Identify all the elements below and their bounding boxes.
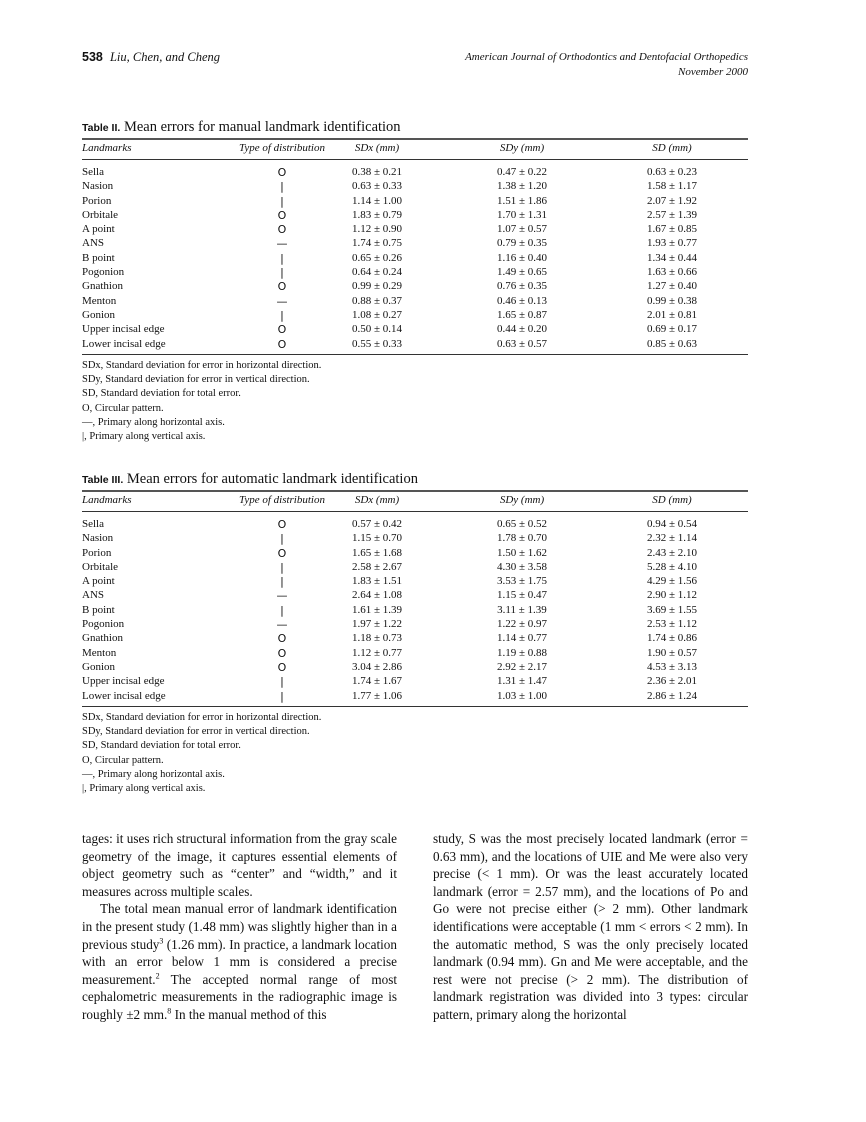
distribution-cell: O: [277, 323, 287, 337]
text-run: The total mean manual error of landmark identification in the present study (1.48 mm) was slightly higher than in a previous study: [82, 901, 397, 952]
sdy-cell: 1.07 ± 0.57: [496, 223, 548, 236]
landmark-cell: Gnathion: [82, 632, 123, 645]
distribution-cell: |: [280, 603, 284, 617]
distribution-cell: O: [277, 223, 287, 237]
sd-cell: 0.85 ± 0.63: [646, 337, 698, 350]
text-run: The accepted normal range of most cephalometric measurements in the radiographic image is roughly ±2 mm.: [82, 971, 397, 1022]
landmark-cell: Nasion: [82, 180, 114, 193]
sdy-cell: 0.65 ± 0.52: [496, 518, 548, 530]
landmark-cell: Gonion: [82, 660, 115, 673]
landmark-cell: Gnathion: [82, 280, 123, 293]
sdx-cell: 1.14 ± 1.00: [351, 194, 403, 207]
sdx-cell: 2.64 ± 1.08: [351, 589, 403, 602]
sdy-cell: 0.63 ± 0.57: [496, 337, 548, 350]
sdx-cell: 2.58 ± 2.67: [351, 560, 403, 573]
footnote: |, Primary along vertical axis.: [82, 431, 206, 443]
running-head-left: [82, 50, 220, 65]
text-column-right: [433, 830, 748, 1024]
table-row: [82, 252, 748, 266]
table-row: [82, 618, 748, 632]
sdx-cell: 1.83 ± 1.51: [351, 575, 403, 588]
table-row: [82, 295, 748, 309]
footnote: SD, Standard deviation for total error.: [82, 388, 241, 400]
sdy-cell: 1.70 ± 1.31: [496, 208, 548, 221]
table-footnotes: [82, 355, 748, 445]
sd-cell: 2.01 ± 0.81: [646, 308, 698, 321]
sdy-cell: 2.92 ± 2.17: [496, 660, 548, 673]
sd-cell: 2.90 ± 1.12: [646, 589, 698, 602]
header-sdx: SDx (mm): [354, 142, 400, 154]
distribution-cell: |: [280, 575, 284, 589]
table-row: [82, 532, 748, 546]
distribution-cell: —: [276, 589, 288, 603]
distribution-cell: O: [277, 208, 287, 222]
table-title: Mean errors for automatic landmark identification: [126, 471, 418, 487]
sdy-cell: 1.19 ± 0.88: [496, 646, 548, 659]
table-row: [82, 661, 748, 675]
sdx-cell: 1.08 ± 0.27: [351, 308, 403, 321]
sd-cell: 0.69 ± 0.17: [646, 323, 698, 336]
authors: Liu, Chen, and Cheng: [109, 50, 221, 64]
sdy-cell: 0.46 ± 0.13: [496, 294, 548, 307]
landmark-cell: Upper incisal edge: [82, 675, 165, 688]
sdx-cell: 0.64 ± 0.24: [351, 266, 403, 279]
table-caption: [82, 118, 748, 136]
sdy-cell: 1.14 ± 0.77: [496, 632, 548, 645]
sd-cell: 0.94 ± 0.54: [646, 518, 698, 530]
table-3: [82, 470, 748, 797]
distribution-cell: —: [276, 294, 288, 308]
table-header-row: [82, 492, 748, 511]
sd-cell: 1.67 ± 0.85: [646, 223, 698, 236]
table-row: [82, 338, 748, 352]
landmark-cell: B point: [82, 603, 115, 616]
landmark-cell: Gonion: [82, 308, 115, 321]
distribution-cell: O: [277, 660, 287, 674]
sdx-cell: 0.55 ± 0.33: [351, 337, 403, 350]
table-footnotes: [82, 707, 748, 797]
sdx-cell: 1.18 ± 0.73: [351, 632, 403, 645]
sdx-cell: 1.74 ± 0.75: [351, 237, 403, 250]
sd-cell: 0.99 ± 0.38: [646, 294, 698, 307]
table-row: [82, 561, 748, 575]
sdx-cell: 0.63 ± 0.33: [351, 180, 403, 193]
table-row: [82, 690, 748, 704]
table-row: [82, 166, 748, 180]
landmark-cell: A point: [82, 575, 115, 588]
table-label: Table III.: [82, 474, 124, 486]
sdy-cell: 1.51 ± 1.86: [496, 194, 548, 207]
distribution-cell: |: [280, 532, 284, 546]
landmark-cell: Orbitale: [82, 208, 119, 221]
header-sd: SD (mm): [652, 494, 692, 506]
sd-cell: 2.36 ± 2.01: [646, 675, 698, 688]
sd-cell: 0.63 ± 0.23: [646, 166, 698, 178]
distribution-cell: |: [280, 689, 284, 703]
table-row: [82, 195, 748, 209]
landmark-cell: Menton: [82, 294, 117, 307]
landmark-cell: Sella: [82, 518, 104, 530]
sd-cell: 1.27 ± 0.40: [646, 280, 698, 293]
sdx-cell: 0.57 ± 0.42: [351, 518, 403, 530]
sdy-cell: 1.03 ± 1.00: [496, 689, 548, 702]
footnote: SDx, Standard deviation for error in horizontal direction.: [82, 711, 322, 723]
table-row: [82, 323, 748, 337]
footnote: SDx, Standard deviation for error in horizontal direction.: [82, 359, 322, 371]
page-number: 538: [82, 50, 103, 64]
footnote: —, Primary along horizontal axis.: [82, 769, 225, 781]
distribution-cell: |: [280, 266, 284, 280]
landmark-cell: Pogonion: [82, 618, 125, 631]
footnote: —, Primary along horizontal axis.: [82, 417, 225, 429]
sd-cell: 2.32 ± 1.14: [646, 532, 698, 545]
footnote: SDy, Standard deviation for error in vertical direction.: [82, 726, 310, 738]
text-run: (1.26 mm). In practice, a landmark location with an error below 1 mm is considered a precise measurement.: [82, 936, 397, 987]
text-run: In the manual method of this: [171, 1006, 327, 1022]
sdx-cell: 0.88 ± 0.37: [351, 294, 403, 307]
landmark-cell: Porion: [82, 194, 112, 207]
sdy-cell: 1.50 ± 1.62: [496, 546, 548, 559]
distribution-cell: |: [280, 194, 284, 208]
table-row: [82, 675, 748, 689]
landmark-cell: Upper incisal edge: [82, 323, 165, 336]
table-body: [82, 160, 748, 354]
landmark-cell: Lower incisal edge: [82, 689, 166, 702]
distribution-cell: —: [276, 618, 288, 632]
citation-ref: 8: [167, 1006, 172, 1016]
table-row: [82, 547, 748, 561]
table-row: [82, 180, 748, 194]
journal-name: American Journal of Orthodontics and Dentofacial Orthopedics: [465, 51, 748, 63]
distribution-cell: O: [277, 646, 287, 660]
footnote: SDy, Standard deviation for error in vertical direction.: [82, 374, 310, 386]
sdy-cell: 4.30 ± 3.58: [496, 560, 548, 573]
distribution-cell: |: [280, 251, 284, 265]
landmark-cell: Menton: [82, 646, 117, 659]
distribution-cell: O: [277, 166, 287, 179]
header-distribution: Type of distribution: [239, 142, 325, 154]
sdy-cell: 0.79 ± 0.35: [496, 237, 548, 250]
landmark-cell: Orbitale: [82, 560, 119, 573]
distribution-cell: O: [277, 337, 287, 351]
footnote: SD, Standard deviation for total error.: [82, 740, 241, 752]
sd-cell: 2.53 ± 1.12: [646, 618, 698, 631]
sdx-cell: 1.74 ± 1.67: [351, 675, 403, 688]
landmark-cell: Lower incisal edge: [82, 337, 166, 350]
sd-cell: 1.58 ± 1.17: [646, 180, 698, 193]
table-label: Table II.: [82, 122, 121, 134]
distribution-cell: |: [280, 180, 284, 194]
distribution-cell: O: [277, 546, 287, 560]
sd-cell: 1.34 ± 0.44: [646, 251, 698, 264]
sd-cell: 2.86 ± 1.24: [646, 689, 698, 702]
sdy-cell: 3.11 ± 1.39: [497, 603, 547, 616]
table-row: [82, 209, 748, 223]
header-landmarks: Landmarks: [82, 494, 132, 506]
sdy-cell: 1.49 ± 0.65: [496, 266, 548, 279]
table-row: [82, 575, 748, 589]
table-body: [82, 512, 748, 706]
sd-cell: 2.57 ± 1.39: [646, 208, 698, 221]
table-row: [82, 309, 748, 323]
sd-cell: 1.93 ± 0.77: [646, 237, 698, 250]
sdx-cell: 1.61 ± 1.39: [351, 603, 403, 616]
sdy-cell: 1.78 ± 0.70: [496, 532, 548, 545]
landmark-cell: B point: [82, 251, 115, 264]
distribution-cell: |: [280, 308, 284, 322]
table-row: [82, 589, 748, 603]
text-column-left: [82, 830, 397, 1024]
sdy-cell: 3.53 ± 1.75: [496, 575, 548, 588]
sd-cell: 2.43 ± 2.10: [646, 546, 698, 559]
sdy-cell: 1.16 ± 0.40: [496, 251, 548, 264]
sdy-cell: 1.15 ± 0.47: [496, 589, 548, 602]
paragraph: tages: it uses rich structural information from the gray scale geometry of the image, it captures essential elements of object geometry such as “center” and “width,” and it measures across multiple scales.: [82, 831, 397, 899]
table-row: [82, 604, 748, 618]
header-sdx: SDx (mm): [354, 494, 400, 506]
sd-cell: 4.29 ± 1.56: [646, 575, 698, 588]
footnote: |, Primary along vertical axis.: [82, 783, 206, 795]
table-row: [82, 280, 748, 294]
table-row: [82, 647, 748, 661]
running-head-right: [465, 50, 748, 80]
sdx-cell: 1.12 ± 0.90: [351, 223, 403, 236]
table-row: [82, 266, 748, 280]
table-caption: [82, 470, 748, 488]
header-sd: SD (mm): [652, 142, 692, 154]
sdx-cell: 0.65 ± 0.26: [351, 251, 403, 264]
table-row: [82, 518, 748, 532]
citation-ref: 3: [159, 936, 164, 946]
distribution-cell: |: [280, 675, 284, 689]
paragraph: [82, 900, 397, 1023]
sdx-cell: 1.77 ± 1.06: [351, 689, 403, 702]
citation-ref: 2: [155, 971, 160, 981]
table-2: [82, 118, 748, 445]
sdx-cell: 1.12 ± 0.77: [351, 646, 403, 659]
landmark-cell: Sella: [82, 166, 104, 178]
sdx-cell: 1.83 ± 0.79: [351, 208, 403, 221]
landmark-cell: ANS: [82, 237, 105, 250]
header-sdy: SDy (mm): [499, 142, 545, 154]
sdy-cell: 1.22 ± 0.97: [496, 618, 548, 631]
sdy-cell: 1.31 ± 1.47: [496, 675, 548, 688]
distribution-cell: O: [277, 518, 287, 531]
sdx-cell: 1.65 ± 1.68: [351, 546, 403, 559]
paragraph: study, S was the most precisely located landmark (error = 0.63 mm), and the locations of UIE and Me were also very precise (< 1 mm). Or was the least accurately located landmark (error = 2.57 mm), and the locations of Po and Go were not precise either (> 2 mm). Other landmark identifications were acceptable (1 mm < errors < 2 mm). In the automatic method, S was the only precisely located landmark (0.94 mm). Gn and Me were acceptable, and the rest were not precise (> 2 mm). The distribution of landmark registration was divided into 3 types: circular pattern, primary along the horizontal: [433, 831, 748, 1022]
distribution-cell: |: [280, 560, 284, 574]
header-distribution: Type of distribution: [239, 494, 325, 506]
sd-cell: 5.28 ± 4.10: [646, 560, 698, 573]
landmark-cell: Porion: [82, 546, 112, 559]
distribution-cell: —: [276, 237, 288, 251]
landmark-cell: ANS: [82, 589, 105, 602]
sdy-cell: 0.44 ± 0.20: [496, 323, 548, 336]
sdy-cell: 0.47 ± 0.22: [496, 166, 548, 178]
sd-cell: 1.74 ± 0.86: [646, 632, 698, 645]
footnote: O, Circular pattern.: [82, 402, 164, 414]
distribution-cell: O: [277, 632, 287, 646]
running-head: [82, 50, 748, 84]
sd-cell: 2.07 ± 1.92: [646, 194, 698, 207]
sd-cell: 4.53 ± 3.13: [646, 660, 698, 673]
table-row: [82, 237, 748, 251]
sdx-cell: 0.38 ± 0.21: [351, 166, 403, 178]
table-row: [82, 223, 748, 237]
header-landmarks: Landmarks: [82, 142, 132, 154]
sd-cell: 1.90 ± 0.57: [646, 646, 698, 659]
distribution-cell: O: [277, 280, 287, 294]
table-row: [82, 632, 748, 646]
sdy-cell: 1.65 ± 0.87: [496, 308, 548, 321]
sdx-cell: 1.97 ± 1.22: [351, 618, 403, 631]
table-title: Mean errors for manual landmark identification: [123, 119, 401, 135]
sdx-cell: 1.15 ± 0.70: [351, 532, 403, 545]
sdx-cell: 0.50 ± 0.14: [351, 323, 403, 336]
landmark-cell: Pogonion: [82, 266, 125, 279]
header-sdy: SDy (mm): [499, 494, 545, 506]
sdx-cell: 3.04 ± 2.86: [351, 660, 403, 673]
landmark-cell: A point: [82, 223, 115, 236]
sdy-cell: 1.38 ± 1.20: [496, 180, 548, 193]
issue-date: November 2000: [678, 66, 748, 78]
footnote: O, Circular pattern.: [82, 754, 164, 766]
landmark-cell: Nasion: [82, 532, 114, 545]
sd-cell: 3.69 ± 1.55: [646, 603, 698, 616]
sdx-cell: 0.99 ± 0.29: [351, 280, 403, 293]
table-header-row: [82, 140, 748, 159]
sd-cell: 1.63 ± 0.66: [646, 266, 698, 279]
sdy-cell: 0.76 ± 0.35: [496, 280, 548, 293]
